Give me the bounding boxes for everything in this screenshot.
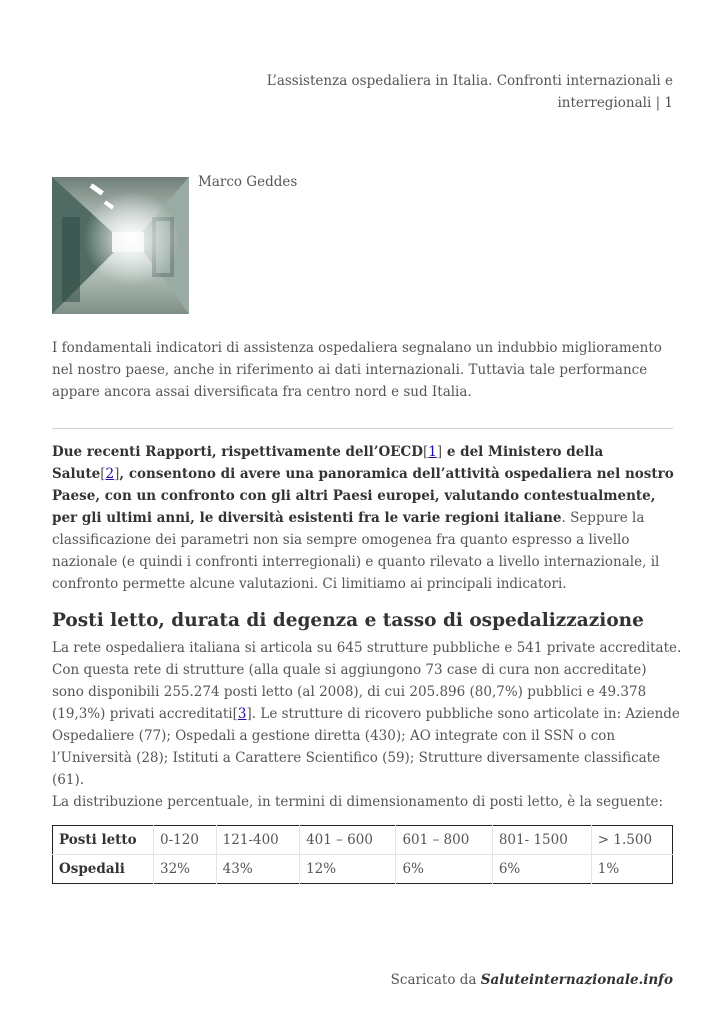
bold-text-1: Due recenti Rapporti, rispettivamente dell’OECD xyxy=(52,444,423,460)
intro-paragraph: I fondamentali indicatori di assistenza ospedaliera segnalano un indubbio miglioramento nel nostro paese, anche in riferimento ai dati internazionali. Tuttavia tale performance appare ancora assai diversificata fra centro nord e sud Italia. xyxy=(52,340,662,400)
hospital-corridor-image xyxy=(52,177,189,314)
table-header-cell: Posti letto xyxy=(53,826,154,855)
rete-ospedaliera-paragraph: La rete ospedaliera italiana si articola su 645 strutture pubbliche e 541 private accreditate. Con questa rete di strutture (alla quale si aggiungono 73 case di cura non accreditate) sono disponibili 255.274 posti letto (al 2008), di cui 205.896 (80,7%) pubblici e 49.378 (19,3%) privati accreditati[3]. Le strutture di ricovero pubbliche sono articolate in: Aziende Ospedaliere (77); Ospedali a gestione diretta (430); AO integrate con il SSN o con l’Università (28); Istituti a Carattere Scientifico (59); Strutture diversamente classificate (61). La distribuzione percentuale, in termini di dimensionamento di posti letto, è la seguente: xyxy=(52,640,682,810)
section-heading: Posti letto, durata di degenza e tasso di ospedalizzazione xyxy=(52,610,644,631)
header-title-line-1: L’assistenza ospedaliera in Italia. Confronti internazionali e xyxy=(266,73,673,89)
table-cell: 801- 1500 xyxy=(492,826,591,855)
footnote-link-2[interactable]: 2 xyxy=(105,466,115,482)
beds-distribution-table xyxy=(52,825,673,884)
author-name: Marco Geddes xyxy=(198,174,298,190)
table-cell: 0-120 xyxy=(154,826,217,855)
table-cell: 32% xyxy=(154,855,217,884)
footer-site-name: Saluteinternazionale.info xyxy=(480,972,673,988)
table-cell: 401 – 600 xyxy=(300,826,396,855)
paragraph-text-1: La rete ospedaliera italiana si articola su 645 strutture pubbliche e 541 private accreditate. Con questa rete di strutture (alla quale si aggiungono 73 case di cura non accreditate) sono disponibili 255.274 posti letto (al 2008), di cui 205.896 (80,7%) pubblici e 49.378 (19,3%) privati accreditati xyxy=(52,640,682,722)
table-cell: 121-400 xyxy=(216,826,299,855)
table-cell: > 1.500 xyxy=(591,826,672,855)
footer-prefix: Scaricato da xyxy=(390,972,481,988)
paragraph-text-3: La distribuzione percentuale, in termini di dimensionamento di posti letto, è la seguente: xyxy=(52,794,664,810)
table-cell: 6% xyxy=(396,855,492,884)
table-cell: 43% xyxy=(216,855,299,884)
header-title-line-2: interregionali | 1 xyxy=(557,95,673,111)
page-footer xyxy=(391,972,673,988)
table-cell: 1% xyxy=(591,855,672,884)
bold-text-3: , consentono di avere una panoramica dell’attività ospedaliera nel nostro Paese, con un confronto con gli altri Paesi europei, valutando contestualmente, per gli ultimi anni, le diversità esistenti fra le varie regioni italiane xyxy=(52,466,674,526)
table-row xyxy=(53,826,673,855)
table-cell: 6% xyxy=(492,855,591,884)
footnote-link-1[interactable]: 1 xyxy=(428,444,437,460)
table-row xyxy=(53,855,673,884)
rapporti-paragraph: Due recenti Rapporti, rispettivamente dell’OECD[1] e del Ministero della Salute[2], consentono di avere una panoramica dell’attività ospedaliera nel nostro Paese, con un confronto con gli altri Paesi europei, valutando contestualmente, per gli ultimi anni, le diversità esistenti fra le varie regioni italiane. Seppure la classificazione dei parametri non sia sempre omogenea fra quanto espresso a livello nazionale (e quindi i confronti interregionali) e quanto rilevato a livello internazionale, il confronto permette alcune valutazioni. Ci limitiamo ai principali indicatori. xyxy=(52,444,674,592)
divider xyxy=(52,428,673,429)
paragraph-text-2: . Le strutture di ricovero pubbliche sono articolate in: Aziende Ospedaliere (77); Ospedali a gestione diretta (430); AO integrate con il SSN o con l’Università (28); Istituti a Carattere Scientifico (59); Strutture diversamente classificate (61). xyxy=(52,706,680,788)
table-cell: 12% xyxy=(300,855,396,884)
table-header-cell: Ospedali xyxy=(59,861,125,877)
footnote-link-3[interactable]: 3 xyxy=(237,706,247,722)
table-cell: 601 – 800 xyxy=(396,826,492,855)
bold-text-2: e del Ministero della Salute xyxy=(52,444,604,482)
document-header xyxy=(260,70,673,114)
paragraph-rest: . Seppure la classificazione dei parametri non sia sempre omogenea fra quanto espresso a livello nazionale (e quindi i confronti interregionali) e quanto rilevato a livello internazionale, il confronto permette alcune valutazioni. Ci limitiamo ai principali indicatori. xyxy=(52,510,660,592)
